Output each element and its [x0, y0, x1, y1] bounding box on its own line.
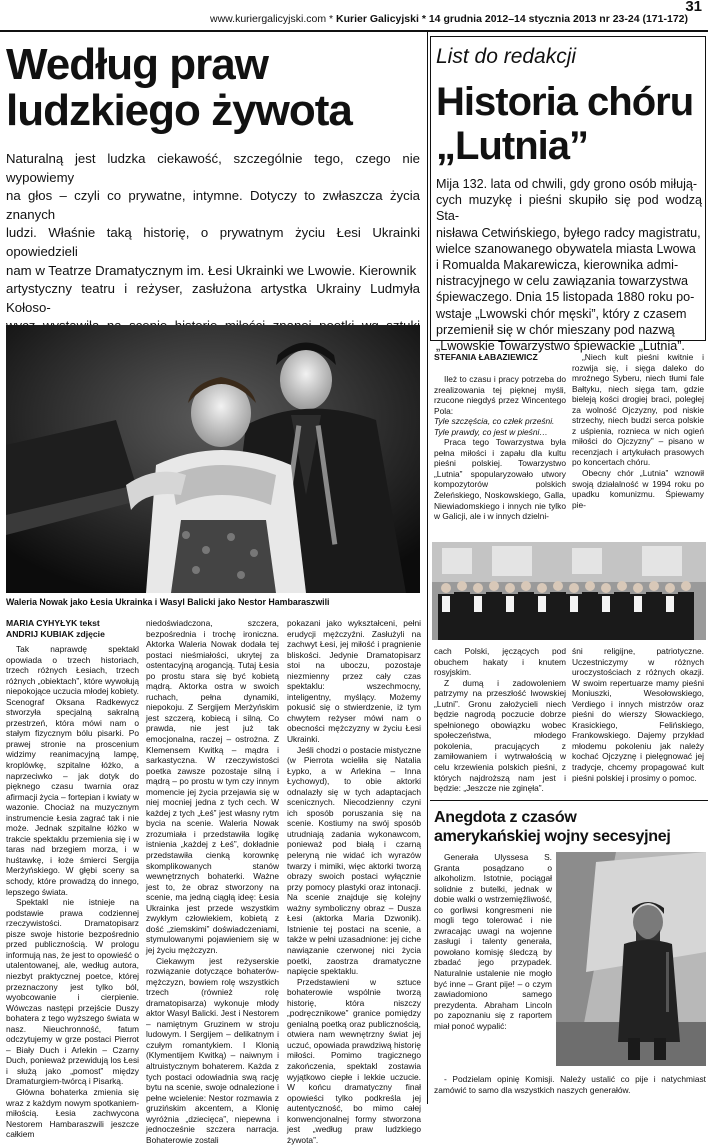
lead-line: wstaje „Lwowski chór męski”, który z czasem: [436, 306, 702, 322]
byline-author: MARIA CYHYŁYK tekst: [6, 618, 136, 629]
right-col-2: [572, 352, 704, 539]
lead-line: na głos – czyli co prywatne, intymne. Dotyczy to zwłaszcza życia znanych: [6, 187, 420, 224]
right-headline-line2: „Lutnia”: [436, 124, 693, 168]
header-rule: [0, 30, 708, 32]
left-col-2: [146, 618, 279, 1102]
lead-line: Naturalną jest ludzka ciekawość, szczególnie tego, czego nie wypowiemy: [6, 150, 420, 187]
theatre-photo: [6, 325, 420, 593]
paragraph: Główna bohaterka zmienia się wraz z każdym nowym spotkaniem-miłością. Łesia zachwycona Nestorem Hambaraszwili jeszcze całkiem: [6, 1087, 139, 1140]
lead-line: artystyczny teatru i reżyser, zasłużona artystka Ukrainy Ludmyła Kołoso-: [6, 280, 420, 317]
issue-info: * 14 grudnia 2012–14 stycznia 2013 nr 23-24 (171-172): [419, 13, 688, 25]
paragraph: niedoświadczona, szczera, bezpośrednia i trochę ironiczna. Aktorka Waleria Nowak dodała tej postaci nieśmiałości, ukrytej za ostentacyjną arogancją. Tutaj Łesia po prostu stara się być kobietą mądrą. Aktorka ostra w swoich ruchach, pełna dynamiki, niepokoju. Z Sergijem Merżyńskim jest szczerą, kobiecą i silną. Co prawda, nie jest już tak emocjonalna, raczej – ostrożna. Z Klemensem Kwitką – mądra i sarkastyczna. W rzeczywistości poetka zawsze pozostaje silną i mądrą – po prostu w tym czy innym momencie jej życia przejawia się w niej mocniej jedna z tych cech. W każdej z tych „Łeś” jest własny rytm bycia na scenie. Waleria Nowak zrozumiała i przedstawiła logikę istnienia „każdej z Łeś”, dokładnie przedstawiła cienką korownkę skomplikowanych stanów wewnętrznych bohaterki. Ważne jest to, że obraz stworzony na scenie, ma jedną ciągłą ideę: Łesia Ukrainka jest przede wszystkim zwykłym człowiekiem, kobietą z dość „ziemskimi” doświadczeniami, stymulowanymi pojawieniem się w jej życiu mężczyzn.: [146, 618, 279, 956]
lead-line: ludzi. Właśnie taką historię, o prywatnym życiu Łesi Ukrainki opowiedzieli: [6, 224, 420, 261]
left-col-1: [6, 644, 139, 1102]
paragraph: - Podzielam opinię Komisji. Należy ustalić co pije i natychmiast zamówić to samo dla wszystkich naszych generałów.: [434, 1074, 706, 1095]
lead-line: przemienił się w chór mieszany pod nazwą: [436, 322, 702, 338]
lead-line: wielce szanowanego obywatela miasta Lwowa: [436, 241, 702, 257]
page-header: [210, 12, 688, 26]
theatre-photo-image: [6, 325, 420, 593]
right-below-col-1: [434, 646, 566, 796]
publication-name: Kurier Galicyjski: [336, 13, 419, 25]
anecdote-headline-line1: Anegdota z czasów: [434, 808, 671, 827]
anecdote-quote: [434, 1074, 706, 1102]
byline-photographer: ANDRIJ KUBIAK zdjęcie: [6, 629, 136, 640]
left-byline: [6, 618, 136, 640]
paragraph: Praca tego Towarzystwa była pełna miłości i zapału dla kultu pieśni polskiej. Towarzystwo „Lutnia” spopularyzowało utwory kompozytorów polskich Żeleńskiego, Noskowskiego, Galla, Niewiadomskiego i innych nie tylko w Galicji, ale i w innych dzielni-: [434, 437, 566, 521]
poem-line: Tyle prawdy, co jest w pieśni…: [434, 427, 548, 437]
page-number: 31: [685, 0, 702, 15]
paragraph: Tak naprawdę spektakl opowiada o trzech historiach, trzech różnych Łesiach, trzech różnych „obiektach”, które wywołują niepokojące uczucia młodej kobiety. Scenograf Oksana Radkewycz stworzyła specjalną sakralną przestrzeń, która mówi nam o stałym fizycznym bólu pisarki. Po prawej stronie na proscenium widzimy reanimacyjną lampę, kroplówkę, szpitalne łóżko, a naprzeciwko – jak dotyk do pięknego czasu twarnia oraz afirmacji życia – fortepian i kwiaty w wazonie. Chociaż na muzycznym instrumencie Łesia zagrać tak i nie może. Jednak szpitalne łóżko w trakcie spektaklu przemienia się i w taras nad brzegiem morza, i w huśtawkę, i łoże śmierci Sergija Merżyńskiego. W głębi sceny sa schody, które prowadzą do innego, lepszego świata.: [6, 644, 139, 897]
anecdote-rule: [430, 800, 708, 801]
choir-photo: [432, 542, 706, 640]
left-headline: [6, 42, 352, 134]
left-col-3: [287, 618, 421, 1102]
lead-line: nisława Cetwińskiego, byłego radcy magistratu,: [436, 225, 702, 241]
lead-line: nam w Teatrze Dramatycznym im. Łesi Ukrainki we Lwowie. Kierownik: [6, 262, 420, 281]
lead-line: śpiewaczego. Dnia 15 listopada 1880 roku po-: [436, 289, 702, 305]
paragraph: Ciekawym jest reżyserskie rozwiązanie dotyczące bohaterów-mężczyzn, bowiem rolę wszystkich trzech (również rolę dramatopisarza) wykonuje młody aktor Wasyl Balicki. Jest i Nestorem – namiętnym Gruzinem w stroju ludowym. I Sergijem – delikatnym i czułym romantykiem. I Klonią (Klymentijem Kwitką) – naiwnym i altruistycznym bohaterem. Każda z tych postaci odowiadnia swą rację bytu na scenie, swoje odnalezione i pełne wcielenie: Nestor rozmawia z gruzińskim akcentem, a Klonię wyróżnia „dziecięca”, niepewna i jednocześnie szczera narracja. Bohaterowie zostali: [146, 956, 279, 1145]
paragraph: śni religijne, patriotyczne. Uczestniczymy w różnych uroczystościach z różnych okazji. W swoim repertuarze mamy pieśni Moniuszki, Wesołowskiego, Verdiego i innych mistrzów oraz pieśni do wierszy Słowackiego, Krasickiego, Felińskiego, Frankowskiego. Dajemy przykład młodemu pokoleniu jak należy kochać Ojczyznę i pielęgnować jej tradycje, chcemy propagować kult pieśni polskiej i prosimy o pomoc.: [572, 646, 704, 783]
grant-photo: [556, 852, 706, 1066]
choir-photo-image: [432, 542, 706, 640]
paragraph: Przedstawieni w sztuce bohaterowie wspólnie tworzą historię, która niszczy „podręcznikowe” granice pomiędzy genialną poetką oraz publicznością, otwiera nam wewnętrzny świat jej uczuć, opowiada prawdziwą historię miłości. Pomimo tragicznego zakończenia, spektakl zostawia wyjątkowo ciepłe i lekkie uczucie. W końcu dramatyczny finał opowieści tylko podkreśla jej autentyczność, bo mimo całej konwencjonalnej formy stworzona jest „według praw ludzkiego żywota”.: [287, 977, 421, 1145]
right-byline: STEFANIA ŁABAZIEWICZ: [434, 352, 566, 363]
paragraph: Generała Ulyssesa S. Granta posądzano o alkoholizm. Istotnie, pociągał solidnie z butelki, jednak w dobie walki o wstrzemięźliwość, co gorliwsi kongresmeni nie mogli tego tolerować i nie zwracając uwagi na wojenne zasługi i talenty generała, powołano komisję śledczą by zbadać jego przypadek. Naturalnie ustalenie nie mogło być inne – Grant pije! – o czym zawiadomiono samego prezydenta. Abraham Lincoln po zapoznaniu się z raportem miał ponoć wypalić:: [434, 852, 552, 1031]
paragraph: Ileż to czasu i pracy potrzeba do zrealizowania tej pięknej myśli, rzucone niegdyś przez Wincentego Pola:: [434, 374, 566, 416]
paragraph: Z dumą i zadowoleniem patrzymy na przeszłość lwowskiej „Lutni”. Gronu założycieli niech będzie nagrodą poczucie dobrze spełnionego obowiązku wobec społeczeństwa, młodego pokolenia, pracujących z zamiłowaniem i wytrwałością w celu krzewienia polskich pieśni, z których najdroższą nam jest i będzie: „Jeszcze nie zginęła”.: [434, 678, 566, 794]
right-below-col-2: [572, 646, 704, 796]
paragraph: Spektakl nie istnieje na podstawie prawa codziennej rzeczywistości. Dramatopisarz pisze swoje historie bezpośrednio przed publicznością. W prologu informują nas, że jest to opowieść o utalentowanej, ale, według autora, niezbyt praktycznej poetce, której przeznaczony jest tylko ból, wyobcowanie i cierpienie. Wówczas następi przejście Duszy bohatera z tego wyższego świata w nasz. Nieuchronność, fatum odczytujemy w grze postaci Pierrot – Biały Duch i Arlekin – Czarny Duch, ponieważ przewidują los Łesi i służą jako „pomost” między Dramaturgiem-twórcą i Pisarką.: [6, 897, 139, 1087]
right-lead: [436, 176, 702, 354]
right-headline: [436, 80, 693, 168]
left-headline-line2: ludzkiego żywota: [6, 88, 352, 134]
anecdote-body: [434, 852, 552, 1072]
lead-line: cych muzykę i pieśni skupiło się pod wodzą Sta-: [436, 192, 702, 224]
lead-line: i Romualda Makarewicza, kierownika admi-: [436, 257, 702, 273]
paragraph: Obecny chór „Lutnia” wznowił swoją działalność w 1994 roku po upadku komunizmu. Śpiewamy pie-: [572, 468, 704, 510]
right-col-1: [434, 374, 566, 539]
lead-line: Mija 132. lata od chwili, gdy grono osób miłują-: [436, 176, 702, 192]
paragraph: Jeśli chodzi o postacie mistyczne (w Pierrota wcieliła się Natalia Łypko, a w Arlekina – Inna Łychowyd), to obie aktorki odnalazły się w tych adaptacjach scenicznych. Niecodzienny czyni ich sposób poruszania się na scenie. Kostiumy na swój sposób utrudniają zadania wykonawcom, ponieważ pod białą i czarną peleryną nie widać ich wyrazów twarzy i mimiki, więc aktorki tworzą obrazy swoich postaci wyłącznie przy pomocy plastyki oraz intonacji. Na scenie znajduje się kolejny ważny symboliczny obraz – Dusza Łesi (aktorka Maria Dzwonik). Istnienie tej postaci na scenie, a także w pełni uzasadnione: jej ciche nawiązanie czerwonej nici życia poetki, zaostrza dramatyczne napięcie spektaklu.: [287, 745, 421, 977]
photo-caption: Waleria Nowak jako Łesia Ukrainka i Wasyl Balicki jako Nestor Hambaraszwili: [6, 596, 420, 608]
paragraph: cach Polski, jęczących pod obuchem hakaty i knutem rosyjskim.: [434, 646, 566, 678]
left-headline-line1: Według praw: [6, 42, 352, 88]
right-headline-line1: Historia chóru: [436, 80, 693, 124]
paragraph: pokazani jako wykształceni, pełni erudycji mężczyźni. Zasłużyli na zachwyt Łesi, jej miłość i pragnienie bliskości. Jedynie Dramatopisarz stoi na uboczu, pozostaje niezmienny przez cały czas spektaklu: wszechmocny, inteligentny, myślący. Możemy pokusić się o stwierdzenie, iż tym chwytem reżyser mówi nam o obecności mężczyzny w życiu Łesi Ukrainki.: [287, 618, 421, 745]
lead-line: nistracyjnego w celu zawiązania towarzystwa: [436, 273, 702, 289]
anecdote-headline-line2: amerykańskiej wojny secesyjnej: [434, 827, 671, 846]
paragraph: „Niech kult pieśni kwitnie i rozwija się, i sięga daleko do mroźnego Syberu, niech tłumi fale Bałtyku, niech sięga tam, gdzie bieleją kości drogiej braci, poległej za wolność Ojczyzny, pod niskie strzechy, niech budzi serca polskie z uśpienia, rozniecа w nich ogień miłości do Ojczyzny” – pisano w recenzjach i artykułach prasowych po koncertach chóru.: [572, 352, 704, 468]
header-separator: *: [326, 13, 336, 25]
anecdote-headline: [434, 808, 671, 846]
grant-photo-image: [556, 852, 706, 1066]
poem-line: Tyle szczęścia, co człek prześni.: [434, 416, 554, 426]
lead-line: „Lwowskie Towarzystwo śpiewackie „Lutnia”.: [436, 338, 702, 354]
letter-kicker: List do redakcji: [436, 44, 576, 70]
column-divider: [427, 32, 428, 1104]
site-url[interactable]: www.kuriergalicyjski.com: [210, 13, 326, 25]
